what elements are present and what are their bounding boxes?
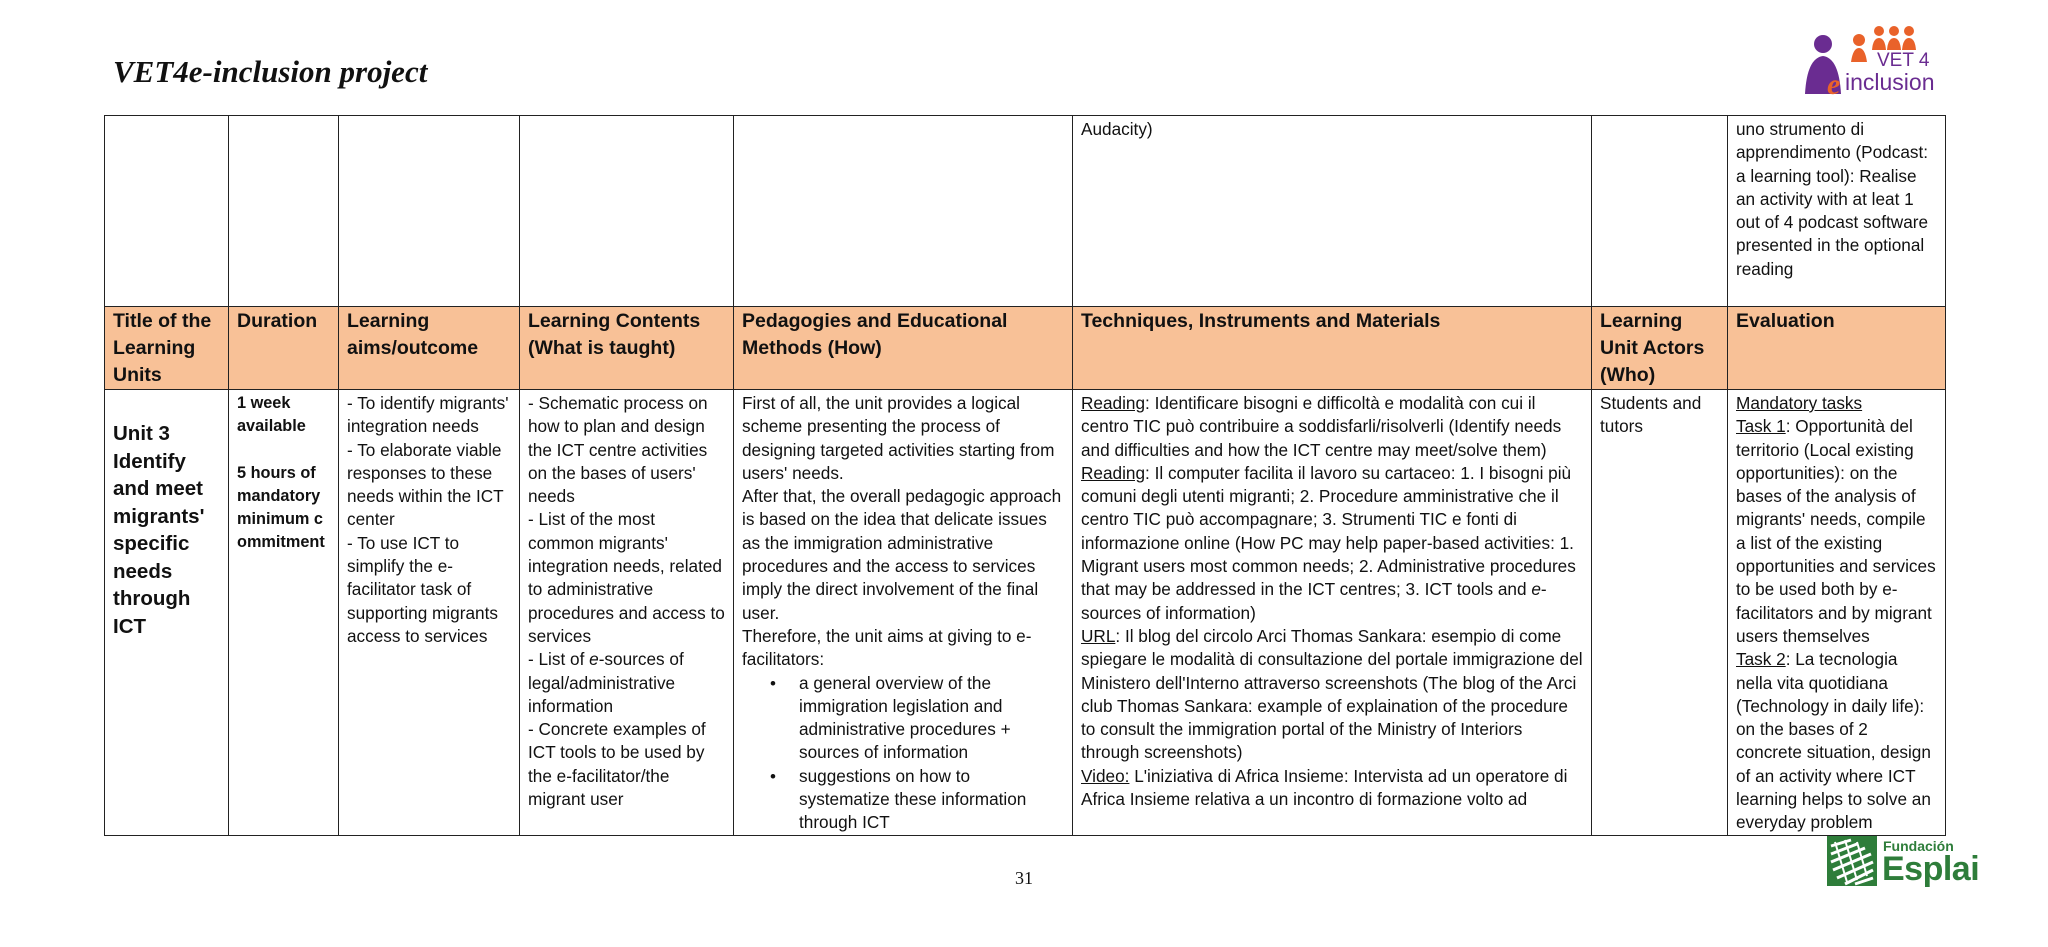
material-reading-1	[1081, 392, 1583, 462]
cell-empty	[1592, 116, 1728, 307]
material-text: : Identificare bisogni e difficoltà e modalità con cui il centro TIC può contribuire a soddisfarli/risolverli (Identify needs and difficulties and how the ICT centre may meet/solve them)	[1081, 393, 1562, 460]
continuation-row	[105, 116, 1946, 307]
material-label: URL	[1081, 625, 1116, 646]
pedagogy-bullet: • suggestions on how to systematize these information through ICT	[799, 765, 1064, 835]
evaluation-task-1	[1736, 415, 1937, 648]
esplai-name-text: Esplai	[1882, 850, 1980, 888]
header-techniques: Techniques, Instruments and Materials	[1073, 307, 1592, 390]
mandatory-tasks-heading: Mandatory tasks	[1736, 393, 1863, 413]
cell-duration	[229, 390, 339, 836]
unit-title: Unit 3 Identify and meet migrants' specific needs through ICT	[113, 422, 205, 638]
material-label: Reading	[1081, 462, 1146, 483]
material-label: Reading	[1081, 393, 1146, 413]
header-contents: Learning Contents (What is taught)	[520, 307, 734, 390]
aim-item: - To elaborate viable responses to these needs within the ICT center	[347, 439, 504, 530]
vet4einclusion-logo	[1797, 22, 1943, 96]
header-title: Title of the Learning Units	[105, 307, 229, 390]
table-header-row	[105, 307, 1946, 390]
esplai-fundacion-text: Fundación	[1883, 838, 1954, 854]
cell-aims	[339, 390, 520, 836]
content-item	[528, 648, 725, 718]
header-evaluation: Evaluation	[1728, 307, 1946, 390]
header-pedagogies: Pedagogies and Educational Methods (How)	[734, 307, 1073, 390]
cell-empty	[734, 116, 1073, 307]
task-text: : Opportunità del territorio (Local existing opportunities): on the bases of the analysis of migrants' needs, compile a list of the existing opportunities and services to be used both by e-facilitators and by migrant users themselves	[1736, 416, 1936, 646]
logo-text-vet4: VET 4	[1877, 50, 1930, 71]
material-text: L'iniziativa di Africa Insieme: Intervista ad un operatore di Africa Insieme relativa a un incontro di formazione volto ad	[1081, 765, 1568, 810]
unit-row	[105, 390, 1946, 836]
material-label: Video:	[1081, 765, 1130, 786]
cell-empty	[339, 116, 520, 307]
pedagogy-bullets	[742, 672, 1064, 835]
content-item: - Concrete examples of ICT tools to be used by the e-facilitator/the migrant user	[528, 719, 706, 810]
material-reading-2	[1081, 462, 1583, 625]
content-text-italic: e	[589, 649, 599, 670]
cell-contents	[520, 390, 734, 836]
duration-available: 1 week available	[237, 394, 306, 436]
material-text: : Il blog del circolo Arci Thomas Sankara: esempio di come spiegare le modalità di consultazione del portale immigrazione del Ministero dell'Interno attraverso screenshots (The blog of the Arci club Thomas Sankara: example of explaination of the procedure to consult the immigration portal of the Ministry of Interiors through screenshots)	[1081, 625, 1583, 763]
material-video	[1081, 765, 1583, 812]
material-url	[1081, 625, 1583, 765]
header-actors: Learning Unit Actors (Who)	[1592, 307, 1728, 390]
aim-item: - To identify migrants' integration needs	[347, 393, 509, 437]
document-title: VET4e-inclusion project	[113, 54, 428, 89]
pedagogy-paragraph: First of all, the unit provides a logical scheme presenting the process of designing targeted activities starting from users' needs.	[742, 393, 1055, 483]
aim-item: - To use ICT to simplify the e-facilitator task of supporting migrants access to services	[347, 532, 498, 646]
content-item: - Schematic process on how to plan and design the ICT centre activities on the bases of users' needs	[528, 393, 708, 507]
task-label: Task 1	[1736, 416, 1786, 437]
header-aims: Learning aims/outcome	[339, 307, 520, 390]
cell-evaluation-continued: uno strumento di apprendimento (Podcast: a learning tool): Realise an activity with at leat 1 out of 4 podcast software presented in the optional reading	[1728, 116, 1946, 307]
material-text: -sources of information)	[1081, 579, 1547, 623]
duration-commitment: 5 hours of mandatory minimum commitment	[237, 463, 325, 552]
cell-pedagogies	[734, 390, 1073, 836]
page-number: 31	[1015, 868, 1033, 888]
logo-text-e: e	[1827, 68, 1841, 96]
cell-empty	[105, 116, 229, 307]
cell-techniques	[1073, 390, 1592, 836]
cell-actors: Students and tutors	[1592, 390, 1728, 836]
material-text-italic: e	[1531, 579, 1541, 600]
content-item: - List of the most common migrants' integration needs, related to administrative procedures and access to services	[528, 509, 725, 646]
cell-empty	[520, 116, 734, 307]
pedagogy-paragraph: After that, the overall pedagogic approach is based on the idea that delicate issues as the immigration administrative procedures and the access to services imply the direct involvement of the final user.	[742, 486, 1062, 623]
logo-text-inclusion: inclusion	[1845, 69, 1935, 95]
pedagogy-paragraph: Therefore, the unit aims at giving to e-facilitators:	[742, 625, 1032, 670]
cell-evaluation	[1728, 390, 1946, 836]
learning-units-table	[104, 115, 1946, 836]
pedagogy-bullet: • a general overview of the immigration legislation and administrative procedures + sources of information	[799, 672, 1064, 765]
content-text: - List of	[528, 649, 590, 670]
content-text: -sources of legal/administrative information	[528, 649, 684, 716]
header-duration: Duration	[229, 307, 339, 390]
task-label: Task 2	[1736, 649, 1786, 670]
material-text: : Il computer facilita il lavoro su cartaceo: 1. I bisogni più comuni degli utenti migranti; 2. Procedure amministrative che il centro TIC può accompagnare; 3. Strumenti TIC e fonti di informazione online (How PC may help paper-based activities: 1. Migrant users most common needs; 2. Administrative procedures that may be addressed in the ICT centres; 3. ICT tools and	[1081, 462, 1576, 600]
cell-techniques-continued: Audacity)	[1073, 116, 1592, 307]
evaluation-task-2	[1736, 648, 1937, 834]
task-text: : La tecnologia nella vita quotidiana (Technology in daily life): on the bases of 2 concrete situation, design of an activity where ICT learning helps to solve an everyday problem	[1736, 649, 1931, 833]
cell-empty	[229, 116, 339, 307]
cell-unit-title	[105, 390, 229, 836]
